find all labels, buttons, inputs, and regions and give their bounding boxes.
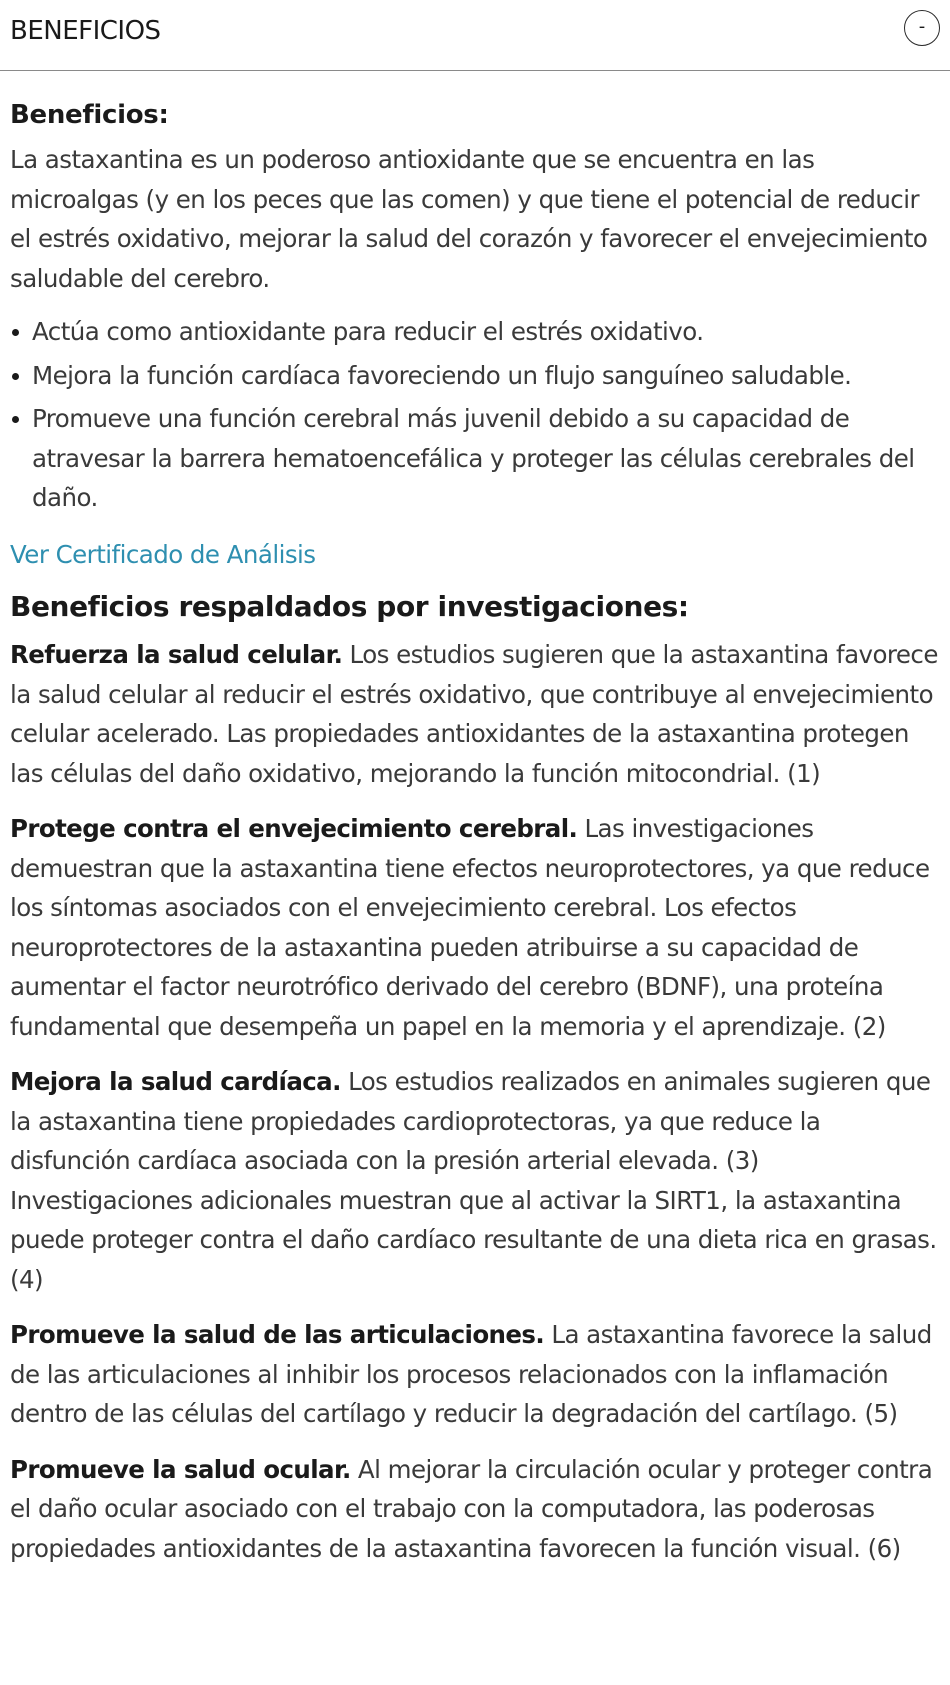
list-item: Promueve una función cerebral más juvenil debido a su capacidad de atravesar la barrera hematoencefálica y proteger las células cerebrales del daño. — [10, 399, 940, 518]
research-heading: Beneficios respaldados por investigaciones: — [10, 590, 689, 623]
list-item: Mejora la función cardíaca favoreciendo un flujo sanguíneo saludable. — [10, 356, 940, 396]
research-item-text: Los estudios sugieren que la astaxantina favorece la salud celular al reducir el estrés oxidativo, que contribuye al envejecimiento celular acelerado. Las propiedades antioxidantes de la astaxantina protegen las células del daño oxidativo, mejorando la función mitocondrial. (1) — [10, 640, 938, 788]
accordion-content — [0, 100, 950, 1568]
research-item-eyes — [10, 1450, 940, 1569]
benefits-heading: Beneficios: — [10, 100, 169, 130]
benefits-intro: La astaxantina es un poderoso antioxidante que se encuentra en las microalgas (y en los peces que las comen) y que tiene el potencial de reducir el estrés oxidativo, mejorar la salud del corazón y favorecer el envejecimiento saludable del cerebro. — [10, 145, 928, 293]
research-item-title: Protege contra el envejecimiento cerebral. — [10, 814, 578, 843]
list-item: Actúa como antioxidante para reducir el estrés oxidativo. — [10, 312, 940, 352]
accordion-header[interactable] — [0, 0, 950, 71]
research-item-joints — [10, 1315, 940, 1434]
research-item-title: Mejora la salud cardíaca. — [10, 1067, 341, 1096]
research-item-title: Promueve la salud de las articulaciones. — [10, 1320, 545, 1349]
benefits-list — [10, 312, 940, 518]
minus-icon[interactable]: - — [904, 10, 940, 46]
research-item-brain — [10, 809, 940, 1046]
research-item-text: La astaxantina favorece la salud de las articulaciones al inhibir los procesos relacionados con la inflamación dentro de las células del cartílago y reducir la degradación del cartílago. (5) — [10, 1320, 932, 1428]
research-item-title: Refuerza la salud celular. — [10, 640, 343, 669]
research-item-title: Promueve la salud ocular. — [10, 1454, 351, 1484]
section-title: BENEFICIOS — [10, 16, 161, 46]
research-item-cellular — [10, 635, 940, 793]
research-item-text: Al mejorar la circulación ocular y proteger contra el daño ocular asociado con el trabajo con la computadora, las poderosas propiedades antioxidantes de la astaxantina favorecen la función visual. (6) — [10, 1454, 933, 1563]
research-item-heart — [10, 1062, 940, 1299]
certificate-link[interactable]: Ver Certificado de Análisis — [10, 539, 316, 569]
research-item-text: Los estudios realizados en animales sugieren que la astaxantina tiene propiedades cardioprotectoras, ya que reduce la disfunción cardíaca asociada con la presión arterial elevada. (3) Investigaciones adicionales muestran que al activar la SIRT1, la astaxantina puede proteger contra el daño cardíaco resultante de una dieta rica en grasas. (4) — [10, 1067, 937, 1294]
research-item-text: Las investigaciones demuestran que la astaxantina tiene efectos neuroprotectores, ya que reduce los síntomas asociados con el envejecimiento cerebral. Los efectos neuroprotectores de la astaxantina pueden atribuirse a su capacidad de aumentar el factor neurotrófico derivado del cerebro (BDNF), una proteína fundamental que desempeña un papel en la memoria y el aprendizaje. (2) — [10, 814, 930, 1041]
